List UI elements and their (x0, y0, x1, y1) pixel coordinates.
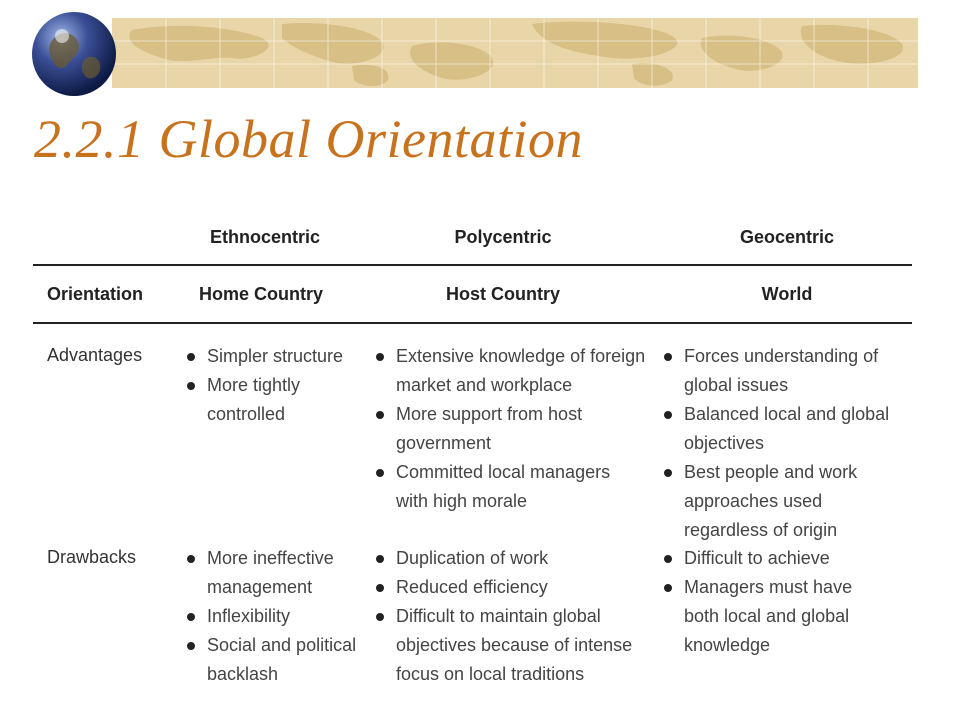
list-item: Balanced local and global objectives (662, 400, 902, 458)
table-divider (33, 322, 912, 324)
list-item: Social and political backlash (185, 631, 357, 689)
advantages-geocentric-cell (662, 342, 902, 545)
list-item: Difficult to achieve (662, 544, 902, 573)
column-header-ethnocentric: Ethnocentric (209, 227, 321, 247)
drawbacks-ethnocentric-cell (185, 544, 357, 689)
list-item: Extensive knowledge of foreign market and workplace (374, 342, 649, 400)
advantages-row-label: Advantages (47, 345, 143, 365)
world-map-image (112, 18, 918, 88)
list-item: More tightly controlled (185, 371, 317, 429)
list-item: Managers must have both local and global knowledge (662, 573, 864, 660)
world-map-banner (112, 18, 918, 88)
drawbacks-polycentric-cell (374, 544, 649, 689)
advantages-polycentric-cell (374, 342, 649, 516)
list-item: Simpler structure (185, 342, 343, 371)
slide-title: 2.2.1 Global Orientation (34, 109, 583, 169)
drawbacks-geocentric-cell (662, 544, 902, 660)
list-item: Duplication of work (374, 544, 649, 573)
table-divider (33, 264, 912, 266)
list-item: More support from host government (374, 400, 649, 458)
list-item: Reduced efficiency (374, 573, 649, 602)
column-header-polycentric: Polycentric (454, 227, 552, 247)
drawbacks-row-label: Drawbacks (47, 547, 137, 567)
list-item: Forces understanding of global issues (662, 342, 902, 400)
column-header-geocentric: Geocentric (739, 227, 835, 247)
globe-icon (28, 8, 120, 100)
list-item: Best people and work approaches used regardless of origin (662, 458, 884, 545)
list-item: Difficult to maintain global objectives because of intense focus on local traditions (374, 602, 641, 689)
orientation-row-label: Orientation (47, 284, 144, 304)
list-item: Committed local managers with high morale (374, 458, 614, 516)
list-item: More ineffective management (185, 544, 357, 602)
orientation-home-country: Home Country (198, 284, 324, 304)
orientation-host-country: Host Country (446, 284, 560, 304)
list-item: Inflexibility (185, 602, 357, 631)
orientation-world: World (761, 284, 813, 304)
advantages-ethnocentric-cell (185, 342, 343, 429)
